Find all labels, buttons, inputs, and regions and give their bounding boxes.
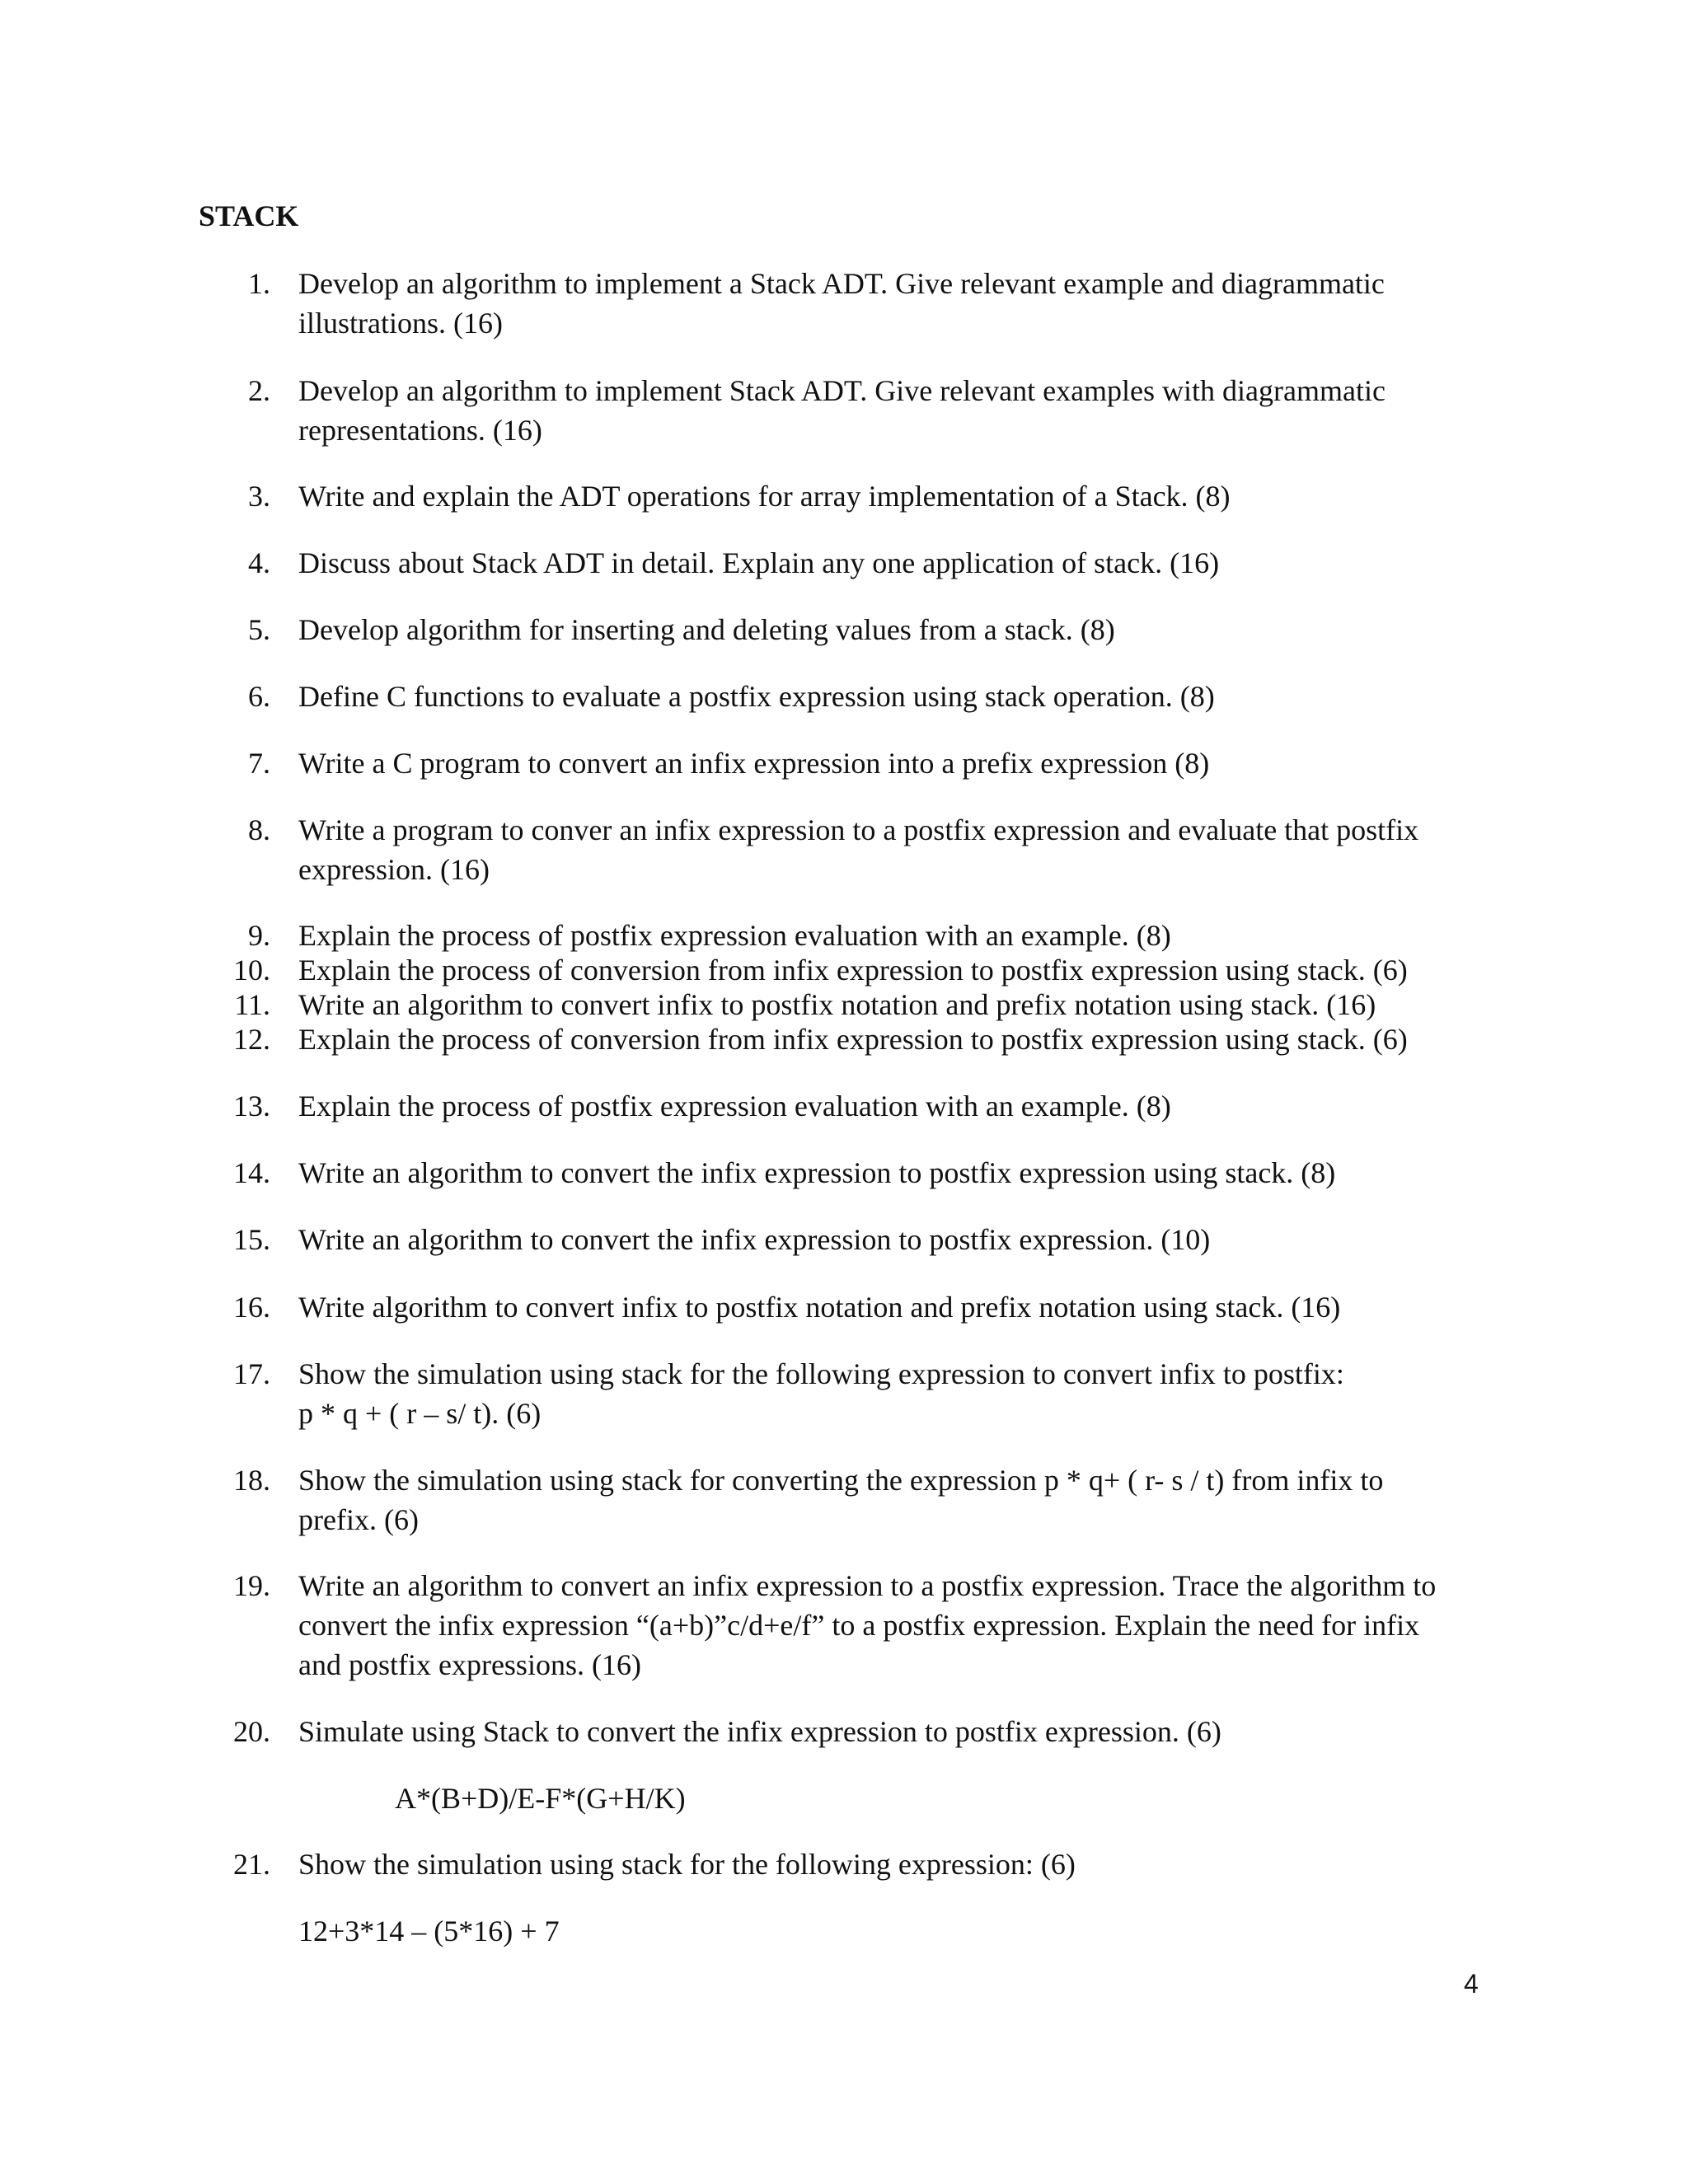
- question-text: Show the simulation using stack for converting the expression p * q+ ( r- s / t) from infix to: [298, 1464, 1384, 1497]
- question-number: 11.: [234, 988, 270, 1021]
- question-text: Explain the process of conversion from infix expression to postfix expression using stack. (6): [298, 1023, 1408, 1056]
- question-text: illustrations. (16): [298, 307, 503, 340]
- infix-expression: A*(B+D)/E-F*(G+H/K): [395, 1782, 686, 1815]
- question-text: Write and explain the ADT operations for array implementation of a Stack. (8): [298, 480, 1231, 513]
- question-number: 2.: [248, 374, 270, 407]
- question-text: Develop algorithm for inserting and deleting values from a stack. (8): [298, 613, 1115, 646]
- question-number: 9.: [248, 919, 270, 952]
- question-text: Simulate using Stack to convert the infix expression to postfix expression. (6): [298, 1715, 1221, 1748]
- question-number: 13.: [233, 1090, 270, 1122]
- question-number: 8.: [248, 813, 270, 846]
- question-number: 19.: [233, 1569, 270, 1602]
- question-text: Write a C program to convert an infix expression into a prefix expression (8): [298, 747, 1210, 780]
- question-number: 10.: [233, 954, 270, 987]
- infix-expression: 12+3*14 – (5*16) + 7: [298, 1915, 560, 1947]
- question-number: 5.: [248, 613, 270, 646]
- question-text: Write a program to conver an infix expression to a postfix expression and evaluate that postfix: [298, 813, 1419, 846]
- question-text: Explain the process of postfix expression evaluation with an example. (8): [298, 1090, 1171, 1122]
- question-text: Write an algorithm to convert infix to postfix notation and prefix notation using stack. (16): [298, 988, 1376, 1021]
- question-number: 7.: [248, 747, 270, 780]
- question-text: prefix. (6): [298, 1503, 419, 1536]
- question-text: Develop an algorithm to implement a Stack ADT. Give relevant example and diagrammatic: [298, 267, 1385, 300]
- question-text: Write an algorithm to convert the infix expression to postfix expression. (10): [298, 1223, 1211, 1256]
- question-text: Write algorithm to convert infix to postfix notation and prefix notation using stack. (16): [298, 1291, 1341, 1324]
- section-heading: STACK: [199, 199, 299, 232]
- question-number: 4.: [248, 546, 270, 579]
- question-number: 14.: [233, 1156, 270, 1189]
- question-text: representations. (16): [298, 414, 542, 447]
- question-text: and postfix expressions. (16): [298, 1648, 641, 1681]
- question-text: convert the infix expression “(a+b)”c/d+e/f” to a postfix expression. Explain the need for infix: [298, 1609, 1420, 1642]
- question-number: 3.: [248, 480, 270, 513]
- question-text: Explain the process of conversion from infix expression to postfix expression using stack. (6): [298, 954, 1408, 987]
- question-number: 12.: [233, 1023, 270, 1056]
- question-number: 18.: [233, 1464, 270, 1497]
- question-text: Write an algorithm to convert an infix expression to a postfix expression. Trace the algorithm to: [298, 1569, 1437, 1602]
- question-number: 16.: [233, 1291, 270, 1324]
- question-number: 20.: [233, 1715, 270, 1748]
- question-number: 21.: [233, 1848, 270, 1881]
- question-text: Write an algorithm to convert the infix expression to postfix expression using stack. (8): [298, 1156, 1336, 1189]
- question-text: Define C functions to evaluate a postfix expression using stack operation. (8): [298, 680, 1215, 713]
- page-number: 4: [1464, 1969, 1479, 1999]
- question-number: 17.: [233, 1357, 270, 1390]
- question-number: 15.: [233, 1223, 270, 1256]
- question-text: expression. (16): [298, 853, 490, 886]
- question-text: p * q + ( r – s/ t). (6): [298, 1397, 542, 1430]
- question-text: Explain the process of postfix expression evaluation with an example. (8): [298, 919, 1171, 952]
- question-text: Show the simulation using stack for the following expression: (6): [298, 1848, 1076, 1881]
- question-number: 1.: [248, 267, 270, 300]
- question-text: Discuss about Stack ADT in detail. Explain any one application of stack. (16): [298, 546, 1220, 579]
- question-text: Show the simulation using stack for the following expression to convert infix to postfix:: [298, 1357, 1344, 1390]
- question-number: 6.: [248, 680, 270, 713]
- question-text: Develop an algorithm to implement Stack ADT. Give relevant examples with diagrammatic: [298, 374, 1386, 407]
